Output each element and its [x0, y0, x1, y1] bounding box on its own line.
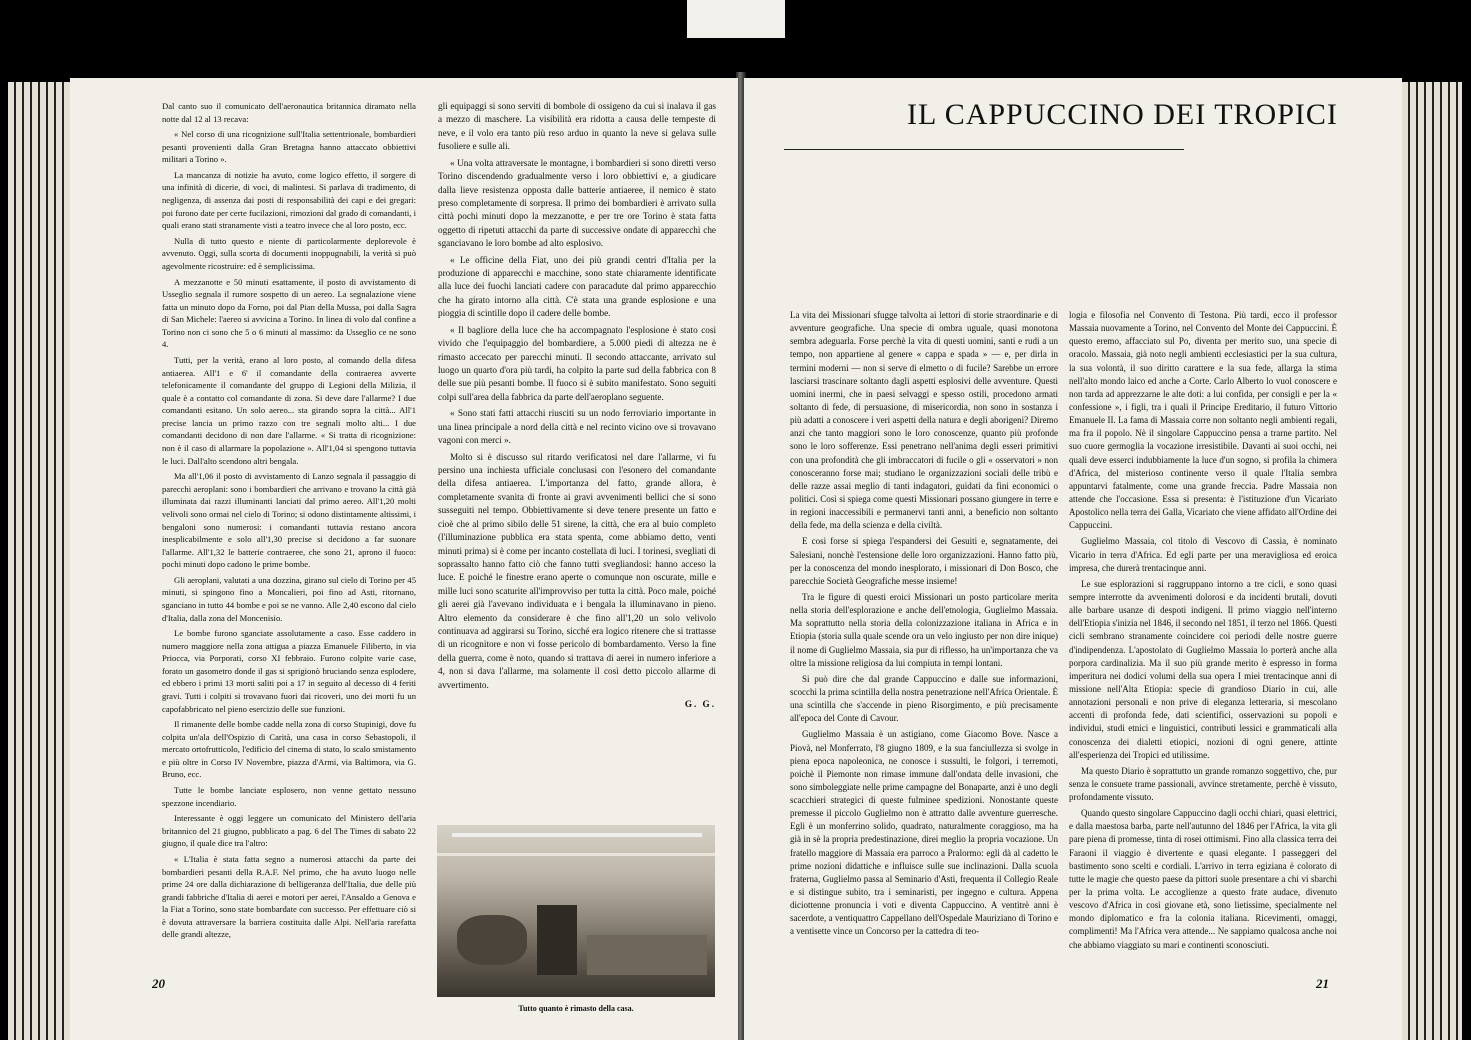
right-column-2	[1069, 309, 1337, 955]
paragraph: Le bombe furono sganciate assolutamente a caso. Esse caddero in numero maggiore nella zona attigua a piazza Emanuele Filiberto, in via Priocca, via Porporati, corso XI febbraio. Furono colpite varie case, forato un gasometro donde il gas si sprigionò bruciando senza esplodere, ed ebbero i primi 13 morti saliti poi a 17 in seguito al decesso di 4 feriti gravi. Tutti i colpiti si trovavano fuori dai ricoveri, uno dei morti fu un capofabbricato nel pieno esercizio delle sue funzioni.	[162, 628, 416, 714]
paragraph: gli equipaggi si sono serviti di bombole di ossigeno da cui si inalava il gas a mezzo di maschere. La visibilità era ridotta a causa delle tempeste di neve, e il volo era tanto più reso arduo in quanto la neve si gelava sulle fusoliere e sulle ali.	[438, 101, 716, 152]
paragraph: « Nel corso di una ricognizione sull'Italia settentrionale, bombardieri pesanti provenienti dalla Gran Bretagna hanno attaccato obbiettivi militari a Torino ».	[162, 129, 416, 165]
top-tab	[687, 0, 785, 38]
paragraph: « Una volta attraversate le montagne, i bombardieri si sono diretti verso Torino discendendo gradualmente verso i loro obbiettivi e, a giudicare dalla lieve resistenza opposta dalle batterie antiaeree, il nemico è stato preso completamente di sorpresa. Il primo dei bombardieri è arrivato sulla città pochi minuti dopo la mezzanotte, e per tre ore Torino è stata fatta oggetto di ripetuti attacchi da parte di successive ondate di apparecchi che sganciavano le loro bombe ad alto esplosivo.	[438, 157, 716, 249]
article-title: IL CAPPUCCINO DEI TROPICI	[907, 98, 1338, 131]
paragraph: Molto si è discusso sul ritardo verificatosi nel dare l'allarme, vi fu persino una inchiesta ufficiale conclusasi con l'esonero del comandante della difesa antiaerea. L'importanza del fatto, grande allora, è completamente svanita di fronte ai gravi avvenimenti bellici che si sono susseguiti nel tempo. Obbiettivamente si deve tenere presente un fatto e cioè che al primo sibilo delle 51 sirene, la città, che era al buio completo (l'illuminazione pubblica era stata spenta, come abbiamo detto, venti minuti prima) si è come per incanto costellata di luci. I torinesi, svegliati di soprassalto hanno fatto ciò che fanno tutti svegliandosi: hanno acceso la luce. E poiché le finestre erano aperte o comunque non oscurate, mille e mille luci sono scaturite all'improvviso per tutta la città. Poco male, poiché gli aerei già l'avevano individuata e i bengala la illuminavano in pieno. Altro elemento da considerare è che fino all'1,20 un solo velivolo continuava ad aggirarsi su Torino, sicché era logico ritenere che si trattasse di un ricognitore e non vi fosse pericolo di bombardamento. Verso la fine della guerra, come è noto, quando si trattava di aerei in numero inferiore a 4, non si dava l'allarme, ma solamente il così detto piccolo allarme di avvertimento.	[438, 451, 716, 690]
house-ruins-photo	[437, 825, 715, 997]
paragraph: Il rimanente delle bombe cadde nella zona di corso Stupinigi, dove fu colpita un'ala dell'Ospizio di Carità, una casa in corso Sebastopoli, il mercato ortofrutticolo, l'edificio del cinema di stato, lo scalo smistamento e più oltre in Corso IV Novembre, piazza d'Armi, via Baltimora, via G. Bruno, ecc.	[162, 719, 416, 780]
photo-caption: Tutto quanto è rimasto della casa.	[518, 1004, 634, 1013]
paragraph: Ma questo Diario è soprattutto un grande romanzo soggettivo, che, pur senza le consuete trame passionali, avvince stretamente, perchè è vissuto, profondamente vissuto.	[1069, 765, 1337, 803]
left-column-1	[162, 100, 416, 944]
paragraph: La vita dei Missionari sfugge talvolta ai lettori di storie straordinarie e di avventure geografiche. Una specie di ombra uguale, quasi monotona sembra adeguarla. Forse perchè la vita di questi uomini, santi e rudi a un tempo, non appartiene al genere « cappa e spada » — e, per dirla in termini moderni — non si serve di elmetto o di fucile? Sarebbe un errore lasciarsi trascinare soltanto dagli aspetti esplosivi delle avventure. Questi uomini inermi, che in paesi selvaggi e spesso ostili, procedono armati soltanto di fede, di persuasione, di misericordia, non sono in sostanza i più adatti a conoscere i veri aspetti della natura e degli aborigeni? Diremo anzi che tanto maggiori sono le loro conoscenze, quanto più profonde sono le loro sofferenze. Essi penetrano nell'anima degli esseri primitivi con una profondità che gli imbraccatori di fucile o gli « osservatori » non conosceranno forse mai; studiano le organizzazioni sociali delle tribù e delle razze assai meglio di tanti indagatori, guidati da fini economici o politici. Così si spiega come questi Missionari possano giungere in terre e in regioni inaccessibili e permanervi tanti anni, a beneficio non soltanto della fede, ma della scienza e della civiltà.	[790, 310, 1058, 531]
paragraph: Si può dire che dal grande Cappuccino e dalle sue informazioni, scocchi la prima scintilla della nostra penetrazione nell'Africa Orientale. È una scintilla che s'accende in pieno Risorgimento, e più precisamente all'epoca del Conte di Cavour.	[790, 673, 1059, 724]
right-column-1	[790, 309, 1058, 942]
paragraph: E così forse si spiega l'espandersi dei Gesuiti e, segnatamente, dei Salesiani, nonchè l'estensione delle loro organizzazioni. Hanno fatto più, per la conoscenza del mondo inesplorato, i missionari di Don Bosco, che parecchie Società Geografiche messe insieme!	[790, 536, 1058, 586]
page-number-left: 20	[152, 976, 165, 991]
right-page	[744, 78, 1402, 1040]
paragraph: Gli aeroplani, valutati a una dozzina, girano sul cielo di Torino per 45 minuti, si spingono fino a Moncalieri, poi fino ad Asti, ritornano, sganciano in tutto 44 bombe e poi se ne vanno. Alle 2,40 escono dal cielo d'Italia, dalla zona del Moncenisio.	[162, 574, 416, 623]
paragraph: A mezzanotte e 50 minuti esattamente, il posto di avvistamento di Usseglio segnala il rumore sospetto di un aereo. La segnalazione viene fatta un minuto dopo da Forno, poi dal Pian della Mussa, poi dalla Sagra di San Michele: l'aereo si avvicina a Torino. In linea di volo dal confine a Torino non ci sono che 5 o 6 minuti al massimo: da Usseglio ce ne sono 4.	[162, 276, 416, 350]
paragraph: Nulla di tutto questo e niente di particolarmente deplorevole è avvenuto. Oggi, sulla scorta di documenti inoppugnabili, la verità si può agevolmente ricostruire: ed è semplicissima.	[162, 235, 416, 271]
paragraph: Le sue esplorazioni si raggruppano intorno a tre cicli, e sono quasi sempre interrotte da avvenimenti dolorosi e da incidenti brutali, dovuti alle barbare usanze di despoti indigeni. Il primo viaggio nell'interno dell'Etiopia s'inizia nel 1846, il secondo nel 1851, il terzo nel 1866. Questi cicli sembrano stranamente coincidere coi periodi delle nostre guerre d'indipendenza. L'apostolato di Guglielmo Massaia lo porterà anche alla porpora cardinalizia. Ma il suo più grande merito è espresso in forma imperitura nei dodici volumi della sua opera I miei trentacinque anni di missione nell'Alta Etiopia: specie di grandioso Diario in cui, alle annotazioni personali e non prive di eleganza letteraria, si mescolano accenti di profonda fede, dati scientifici, osservazioni su popoli e individui, studi etnici e linguistici, contributi lessici e grammaticali alla conoscenza dei dialetti etiopici, nozioni di ogni genere, attinte all'esperienza dei Tropici ed utilissime.	[1069, 578, 1337, 760]
paragraph: logia e filosofia nel Convento di Testona. Più tardi, ecco il professor Massaia nuovamente a Torino, nel Convento del Monte dei Cappuccini. È questo eremo, affacciato sul Po, diventa per merito suo, una specie di oracolo. Massaia, già noto negli ambienti ecclesiastici per la sua cultura, la sua volontà, il suo diritto carattere e la sua fede, allarga la stima nell'alto mondo laico ed anche a Corte. Carlo Alberto lo vuol conoscere e non tarda ad apprezzarne le alte doti: a lui confida, per consigli e per la « confessione », i figli, tra i quali il Principe Ereditario, il futuro Vittorio Emanuele II. La fama di Massaia corre non soltanto negli ambienti regali, ma fra il popolo. Nè il singolare Cappuccino pensa a trarne partito. Nel suo cuore germoglia la vocazione irresistibile. Davanti ai suoi occhi, nei quali deve esserci indubbiamente la luce d'un sogno, si profila la chimera d'Africa, del misterioso continente verso il quale l'Italia sembra appuntarvi fatalmente, come una grande freccia. Padre Massaia non attende che l'occasione. Essa si presenta: è l'istituzione d'un Vicariato Apostolico nella terra dei Galla, Vicariato che viene affidato all'Ordine dei Cappuccini.	[1069, 310, 1337, 531]
paragraph: Dal canto suo il comunicato dell'aeronautica britannica diramato nella notte dal 12 al 13 recava:	[162, 101, 416, 124]
paragraph: Tra le figure di questi eroici Missionari un posto particolare merita nella storia dell'esplorazione e anche dell'etnologia, Guglielmo Massaia. Ma soprattutto nella storia della colonizzazione italiana in Africa e in Etiopia (storia sulla quale scende ora un velo ingiusto per non dire inique) il nome di Guglielmo Massaia, sia pur di riflesso, ha un'importanza che va oltre la missione religiosa da lui compiuta in tempi lontani.	[790, 591, 1058, 668]
paragraph: « L'Italia è stata fatta segno a numerosi attacchi da parte dei bombardieri pesanti della R.A.F. Nel primo, che ha avuto luogo nelle prime 24 ore dalla dichiarazione di belligeranza dell'Italia, due delle più grandi fabbriche d'Italia di aerei e motori per aerei, l'Ansaldo a Genova e la Fiat a Torino, sono state bombardate con successo. Per effettuare ciò si è dovuta attraversare la barriera costituita dalle Alpi. Nell'aria rarefatta delle grandi altezze,	[162, 853, 416, 940]
paragraph: Ma all'1,06 il posto di avvistamento di Lanzo segnala il passaggio di parecchi aeroplani: sono i bombardieri che arrivano e trovano la città già illuminata dai razzi illuminanti lanciati dal primo aereo. All'1,20 molti velivoli sono ormai nel cielo di Torino; si odono distintamente altissimi, i bengaloni sono numerosi: i comandanti tuttavia restano ancora inesplicabilmente e solo all'1,30 precise si decidono a far suonare l'allarme. All'1,32 le batterie contraeree, che sono 21, aprono il fuoco: pochi minuti dopo cadono le prime bombe.	[162, 471, 416, 570]
left-column-2	[438, 100, 716, 712]
paragraph: La mancanza di notizie ha avuto, come logico effetto, il sorgere di una infinità di dicerie, di voci, di malintesi. Si parlava di tradimento, di negligenza, di assenza dai posti di responsabilità dei capi e dei gregari: poi furono date per certe fucilazioni, rimozioni dal grado di comandanti, i quali erano stati stranamente visti a teatro invece che al loro posto, ecc.	[162, 169, 416, 231]
title-rule	[784, 149, 1184, 150]
paragraph: Quando questo singolare Cappuccino dagli occhi chiari, quasi elettrici, e dalla maestosa barba, parte nell'autunno del 1846 per l'Africa, la vita gli pare piena di promesse, tinta di rosei ottimismi. Fino alla classica terra dei Faraoni il viaggio è divertente e quasi elegante. I passeggeri del bastimento sono scelti e cordiali. L'arrivo in terra egiziana è colorato di tutte le magie che questo paese da pittori suole presentare a chi vi sbarchi per la prima volta. Le accoglienze a questo frate audace, divenuto vescovo d'Africa in così giovane età, sono lietissime, specialmente nel mondo diplomatico e fra la colonia italiana. Ricevimenti, omaggi, complimenti! Ma l'Africa vera attende... Ne sappiamo qualcosa anche noi che abbiamo viaggiato su mari e continenti sconosciuti.	[1069, 808, 1337, 950]
paragraph: Tutti, per la verità, erano al loro posto, al comando della difesa antiaerea. All'1 e 6' il comandante della contraerea avverte telefonicamente il comandante del gruppo di Legioni della Milizia, il quale è a contatto col comandante di zona. Si deve dare l'allarme? I due comandanti esitano. Un solo aereo... sta girando sopra la città... All'1 precise lancia un primo razzo con tre segnali molto alti... I due comandanti decidono di non dare l'allarme. « Si tratta di ricognizione: non è il caso di allarmare la popolazione ». All'1,04 si spengono tuttavia le luci. Dall'alto scendono altri bengala.	[162, 354, 416, 466]
paragraph: « Le officine della Fiat, uno dei più grandi centri d'Italia per la produzione di apparecchi e macchine, sono state chiaramente identificate alla luce dei fuochi lanciati cadere con paracadute dal primo apparecchio che ha girato intorno alla città. C'è stata una grande esplosione e una pioggia di scintille dopo il cadere delle bombe.	[438, 254, 716, 319]
page-number-right: 21	[1316, 976, 1329, 991]
book-edge-left	[8, 82, 70, 1040]
paragraph: Guglielmo Massaia è un astigiano, come Giacomo Bove. Nasce a Piovà, nel Monferrato, l'8 giugno 1809, e la sua fanciullezza si svolge in piena epoca napoleonica, ne conosce i sussulti, le folgori, i terremoti, poichè il Piemonte non rimase immune dall'ondata delle invasioni, che sono simboleggiate nelle prime campagne del Bonaparte, anzi è uno degli scacchieri strategici di queste fulminee spedizioni. Nonostante queste premesse il piccolo Guglielmo non è attratto dalle avventure guerresche. Egli è un monferrino solido, quadrato, naturalmente coraggioso, ma ha già in sè la propria predestinazione, direi meglio la propria vocazione. Un fratello maggiore di Massaia era parroco a Pralormo: egli dà al cadetto le prime nozioni didattiche e influisce sulle sue inclinazioni. Dalla scuola fraterna, Guglielmo passa al Seminario d'Asti, frequenta il Collegio Reale e si distingue subito, tra i seminaristi, per ingegno e cultura. Appena diciottenne pronuncia i voti e diventa Cappuccino. A ventitrè anni è sacerdote, a ventiquattro Cappellano dell'Ospedale Mauriziano di Torino e a ventisette vince un Concorso per la cattedra di teo-	[790, 729, 1058, 937]
left-page	[70, 78, 738, 1040]
paragraph: Guglielmo Massaia, col titolo di Vescovo di Cassia, è nominato Vicario in terra d'Africa. Ed egli parte per una meravigliosa ed eroica impresa, che durerà trentacinque anni.	[1069, 536, 1337, 573]
paragraph: Tutte le bombe lanciate esplosero, non venne gettato nessuno spezzone incendiario.	[162, 785, 416, 808]
paragraph: Interessante è oggi leggere un comunicato del Ministero dell'aria britannico del 21 giugno, pubblicato a pag. 6 del The Times di sabato 22 giugno, il quale dice tra l'altro:	[162, 813, 416, 849]
article-signature: G. G.	[684, 699, 716, 710]
paragraph: « Sono stati fatti attacchi riusciti su un nodo ferroviario importante in una linea principale a nord della città e nel recinto vicino ove si trovavano vagoni con merci ».	[438, 408, 716, 446]
paragraph: « Il bagliore della luce che ha accompagnato l'esplosione è stato così vivido che l'equipaggio del bombardiere, a 5.000 piedi di altezza ne è rimasto accecato per parecchi minuti. Il secondo attaccante, arrivato sul luogo un quarto d'ora più tardi, ha colpito la parte sud della fabbrica con 8 delle sue più pesanti bombe. Il fuoco si è subito manifestato. Sono seguiti colpi sull'area della fabbrica da parte dell'aeroplano seguente.	[438, 324, 716, 402]
book-edge-right	[1402, 82, 1462, 1040]
